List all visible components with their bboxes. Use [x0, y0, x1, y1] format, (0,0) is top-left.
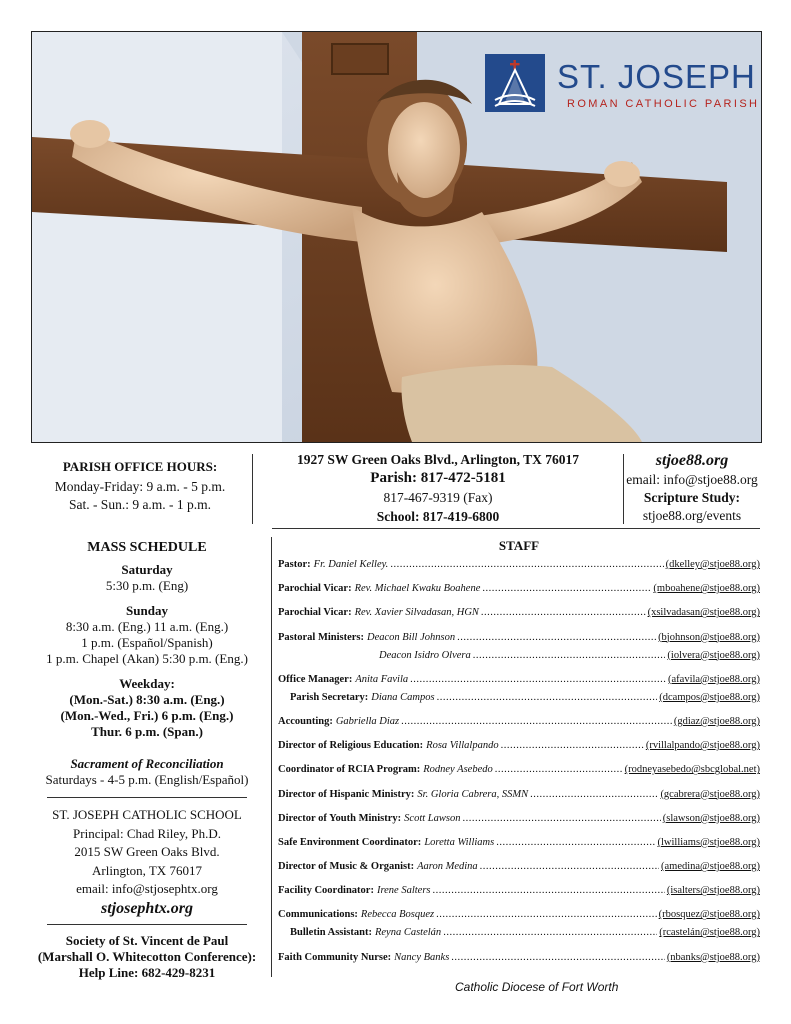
staff-role: Facility Coordinator:: [278, 885, 374, 897]
dot-leader: [457, 632, 656, 643]
staff-row: [278, 716, 760, 731]
svdp-helpline: [31, 965, 263, 981]
fax-number: 817-467-9319 (Fax): [383, 490, 493, 505]
divider: [272, 528, 760, 529]
divider: [47, 797, 247, 798]
staff-email[interactable]: (gdiaz@stjoe88.org): [673, 715, 760, 727]
school-city: Arlington, TX 76017: [92, 862, 202, 878]
staff-name: Loretta Williams: [424, 836, 495, 848]
dot-leader: [443, 927, 657, 938]
staff-role: Coordinator of RCIA Program:: [278, 764, 421, 776]
svdp-name: Society of St. Vincent de Paul: [65, 932, 229, 948]
dot-leader: [436, 909, 657, 920]
staff-name: Rosa Villalpando: [426, 740, 499, 752]
school-info: [31, 806, 263, 918]
staff-name: Diana Campos: [371, 691, 435, 703]
crucifix-photo: [31, 31, 762, 443]
dot-leader: [495, 764, 623, 775]
sunday-line: 1 p.m. Chapel (Akan) 5:30 p.m. (Eng.): [46, 651, 248, 666]
staff-role: Parochial Vicar:: [278, 583, 352, 595]
dot-leader: [433, 885, 665, 896]
staff-role: Office Manager:: [278, 673, 353, 685]
staff-email[interactable]: (afavila@stjoe88.org): [668, 673, 760, 685]
street-address: 1927 SW Green Oaks Blvd., Arlington, TX 76017: [296, 452, 580, 467]
staff-role: Director of Music & Organist:: [278, 861, 415, 873]
staff-email[interactable]: (xsilvadasan@stjoe88.org): [647, 607, 760, 619]
staff-row: [278, 692, 760, 707]
staff-email[interactable]: (bjohnson@stjoe88.org): [658, 631, 760, 643]
left-column: [31, 540, 263, 981]
dot-leader: [451, 952, 665, 963]
staff-name: Rodney Asebedo: [423, 764, 493, 776]
staff-email[interactable]: (iolvera@stjoe88.org): [667, 649, 760, 661]
staff-row: [278, 740, 760, 755]
dot-leader: [473, 650, 666, 661]
school-email[interactable]: email: info@stjosephtx.org: [76, 881, 218, 896]
dot-leader: [410, 674, 666, 685]
staff-row: [278, 789, 760, 804]
staff-role: Communications:: [278, 909, 358, 921]
staff-name: Gabriella Diaz: [335, 715, 400, 727]
weekday-line: (Mon.-Wed., Fri.) 6 p.m. (Eng.): [60, 708, 234, 723]
school-phone: School: 817-419-6800: [376, 509, 500, 524]
divider: [47, 924, 247, 925]
office-hours-weekend: Sat. - Sun.: 9 a.m. - 1 p.m.: [68, 497, 212, 512]
weekday-label: Weekday:: [119, 676, 175, 691]
parish-phone: Parish: 817-472-5181: [370, 470, 506, 486]
staff-role: Director of Hispanic Ministry:: [278, 788, 415, 800]
dot-leader: [401, 716, 672, 727]
divider: [271, 537, 272, 977]
staff-role: Pastoral Ministers:: [278, 631, 365, 643]
sunday-line: 1 p.m. (Español/Spanish): [81, 635, 213, 650]
office-hours-heading: PARISH OFFICE HOURS:: [62, 459, 218, 474]
helpline-number: : 682-429-8231: [134, 964, 216, 980]
dot-leader: [496, 837, 655, 848]
staff-row: [278, 764, 760, 779]
email-link[interactable]: email: info@stjoe88.org: [626, 472, 758, 487]
sunday-label: Sunday: [126, 603, 168, 618]
office-hours: [31, 458, 249, 514]
staff-role: Faith Community Nurse:: [278, 951, 392, 963]
staff-name: Nancy Banks: [394, 951, 450, 963]
reconciliation-label: Sacrament of Reconciliation: [70, 756, 224, 771]
staff-email[interactable]: (dkelley@stjoe88.org): [665, 559, 760, 570]
staff-name: Rebecca Bosquez: [360, 909, 435, 921]
diocese-label: Catholic Diocese of Fort Worth: [455, 980, 619, 994]
staff-row: [278, 861, 760, 876]
school-street: 2015 SW Green Oaks Blvd.: [74, 844, 220, 859]
staff-row: [278, 632, 760, 647]
svdp-info: [31, 933, 263, 981]
scripture-study-label: Scripture Study:: [643, 490, 741, 505]
parish-logo: [485, 54, 760, 116]
church-steeple-icon: [485, 54, 545, 112]
weekday-line: (Mon.-Sat.) 8:30 a.m. (Eng.): [69, 692, 225, 707]
staff-role: Director of Youth Ministry:: [278, 812, 402, 824]
dot-leader: [530, 789, 658, 800]
staff-row: [278, 909, 760, 924]
staff-row: [278, 674, 760, 689]
logo-subtitle: ROMAN CATHOLIC PARISH: [567, 98, 760, 110]
weekday-line: Thur. 6 p.m. (Span.): [91, 724, 203, 739]
staff-email[interactable]: (amedina@stjoe88.org): [661, 861, 760, 873]
staff-name: Rev. Michael Kwaku Boahene: [354, 583, 481, 595]
staff-row: [278, 952, 760, 967]
staff-name: Rev. Xavier Silvadasan, HGN: [354, 607, 479, 619]
reconciliation-times: Saturdays - 4-5 p.m. (English/Español): [45, 772, 249, 787]
staff-name: Anita Favila: [355, 673, 409, 685]
staff-email[interactable]: (rbosquez@stjoe88.org): [658, 909, 760, 921]
dot-leader: [501, 740, 644, 751]
staff-heading: STAFF: [498, 538, 540, 553]
web-contact: [624, 450, 760, 525]
staff-name: Deacon Isidro Olvera: [379, 649, 471, 661]
staff-row: [278, 813, 760, 828]
staff-row: [278, 583, 760, 598]
staff-name: Irene Salters: [376, 885, 431, 897]
staff-row: [278, 559, 760, 574]
dot-leader: [437, 692, 658, 703]
school-name: ST. JOSEPH CATHOLIC SCHOOL: [52, 807, 242, 822]
staff-role: Parochial Vicar:: [278, 607, 352, 619]
logo-title: ST. JOSEPH: [557, 58, 756, 95]
reconciliation: [31, 756, 263, 788]
dot-leader: [482, 583, 651, 594]
staff-name: Fr. Daniel Kelley.: [313, 559, 389, 570]
staff-email[interactable]: (slawson@stjoe88.org): [662, 812, 760, 824]
staff-role: Pastor:: [278, 559, 311, 570]
staff-email[interactable]: (isalters@stjoe88.org): [666, 885, 760, 897]
staff-role: Bulletin Assistant:: [290, 927, 372, 939]
mass-schedule-heading: MASS SCHEDULE: [87, 540, 207, 555]
staff-row: [278, 650, 760, 665]
staff-email[interactable]: (rodneyasebedo@sbcglobal.net): [624, 764, 760, 776]
staff-role: Parish Secretary:: [290, 691, 369, 703]
contact-info-row: [31, 450, 760, 530]
staff-name: Aaron Medina: [417, 861, 478, 873]
mass-sunday: [31, 603, 263, 667]
staff-email[interactable]: (nbanks@stjoe88.org): [666, 951, 760, 963]
school-website[interactable]: stjosephtx.org: [100, 899, 193, 917]
staff-email[interactable]: (rvillalpando@stjoe88.org): [645, 740, 760, 752]
scripture-study-link[interactable]: stjoe88.org/events: [642, 508, 742, 523]
staff-row: [278, 927, 760, 942]
staff-name: Sr. Gloria Cabrera, SSMN: [417, 788, 529, 800]
staff-email[interactable]: (dcampos@stjoe88.org): [659, 691, 760, 703]
staff-row: [278, 885, 760, 900]
dot-leader: [481, 607, 646, 618]
website-link[interactable]: stjoe88.org: [655, 452, 729, 469]
staff-name: Scott Lawson: [404, 812, 461, 824]
staff-name: Reyna Castelán: [374, 927, 442, 939]
staff-row: [278, 607, 760, 622]
staff-email[interactable]: (lwilliams@stjoe88.org): [657, 836, 760, 848]
staff-role: Safe Environment Coordinator:: [278, 836, 422, 848]
mass-saturday: [31, 562, 263, 594]
svdp-conference: (Marshall O. Whitecotton Conference):: [37, 948, 257, 964]
staff-directory: [278, 538, 760, 976]
saturday-times: 5:30 p.m. (Eng): [105, 578, 189, 593]
staff-email[interactable]: (mboahene@stjoe88.org): [653, 583, 760, 595]
staff-email[interactable]: (gcabrera@stjoe88.org): [660, 788, 760, 800]
dot-leader: [390, 559, 663, 570]
staff-row: [278, 837, 760, 852]
dot-leader: [462, 813, 660, 824]
helpline-label: Help Line: [78, 964, 134, 980]
mass-weekday: [31, 676, 263, 740]
school-principal: Principal: Chad Riley, Ph.D.: [73, 825, 221, 841]
dot-leader: [480, 861, 659, 872]
staff-role: Accounting:: [278, 715, 333, 727]
sunday-line: 8:30 a.m. (Eng.) 11 a.m. (Eng.): [65, 619, 229, 634]
staff-email[interactable]: (rcastelán@stjoe88.org): [659, 927, 760, 939]
staff-role: Director of Religious Education:: [278, 740, 424, 752]
parish-address: [253, 450, 623, 526]
staff-name: Deacon Bill Johnson: [367, 631, 456, 643]
office-hours-weekday: Monday-Friday: 9 a.m. - 5 p.m.: [54, 479, 226, 494]
saturday-label: Saturday: [121, 562, 173, 577]
